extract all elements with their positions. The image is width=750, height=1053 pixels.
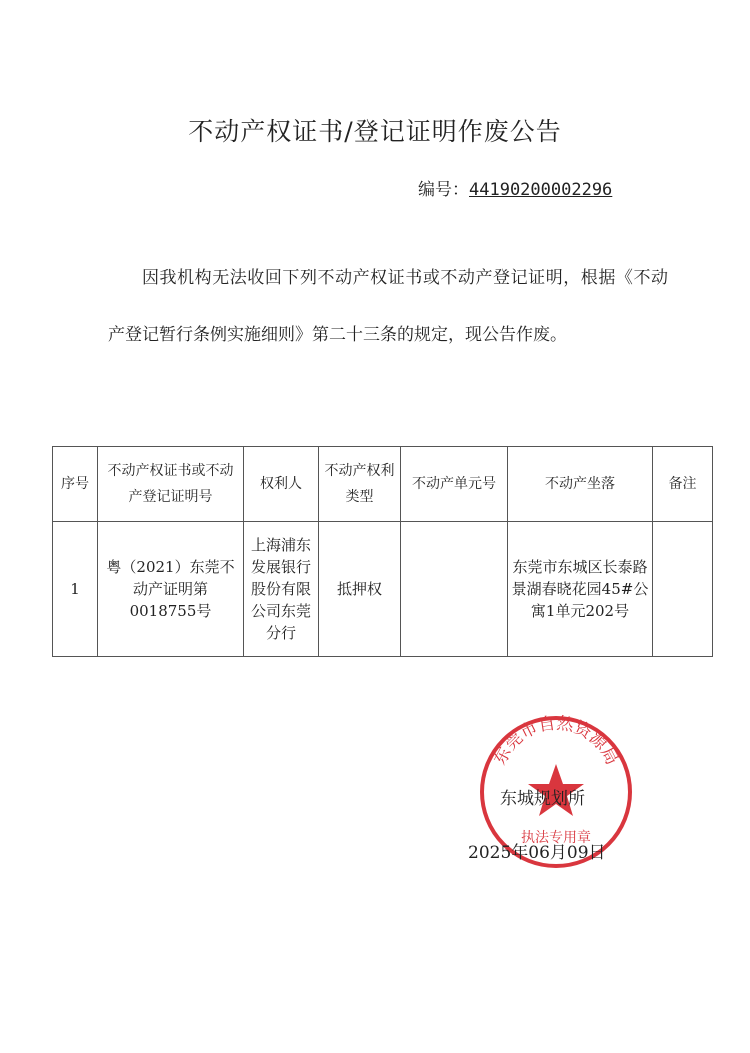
table-header-row [53,447,713,522]
cell-location: 东莞市东城区长泰路景湖春晓花园45#公寓1单元202号 [508,522,653,657]
seal-subtext: 执法专用章 [521,830,591,846]
notice-paragraph: 因我机构无法收回下列不动产权证书或不动产登记证明，根据《不动产登记暂行条例实施细则》第二十三条的规定，现公告作废。 [108,268,668,345]
page-title: 不动产权证书/登记证明作废公告 [188,117,562,146]
cell-unit-no [401,522,508,657]
document-number-label: 编号： [418,180,469,200]
header-right-type: 不动产权利类型 [319,447,401,522]
header-unit-no: 不动产单元号 [401,447,508,522]
header-remark: 备注 [653,447,713,522]
cell-holder: 上海浦东发展银行股份有限公司东莞分行 [244,522,319,657]
header-cert-no: 不动产权证书或不动产登记证明号 [98,447,244,522]
cell-seq: 1 [53,522,98,657]
cell-right-type: 抵押权 [319,522,401,657]
header-holder: 权利人 [244,447,319,522]
header-location: 不动产坐落 [508,447,653,522]
document-number [418,175,612,200]
signature-organization: 东城规划所 [500,789,585,809]
table-row [53,522,713,657]
document-number-value: 44190200002296 [469,180,613,200]
seal-text: 东莞市自然资源局 [490,713,622,769]
header-seq: 序号 [53,447,98,522]
cell-remark [653,522,713,657]
signature-date: 2025年06月09日 [468,843,606,863]
cell-cert-no: 粤（2021）东莞不动产证明第0018755号 [98,522,244,657]
records-table [52,446,713,657]
